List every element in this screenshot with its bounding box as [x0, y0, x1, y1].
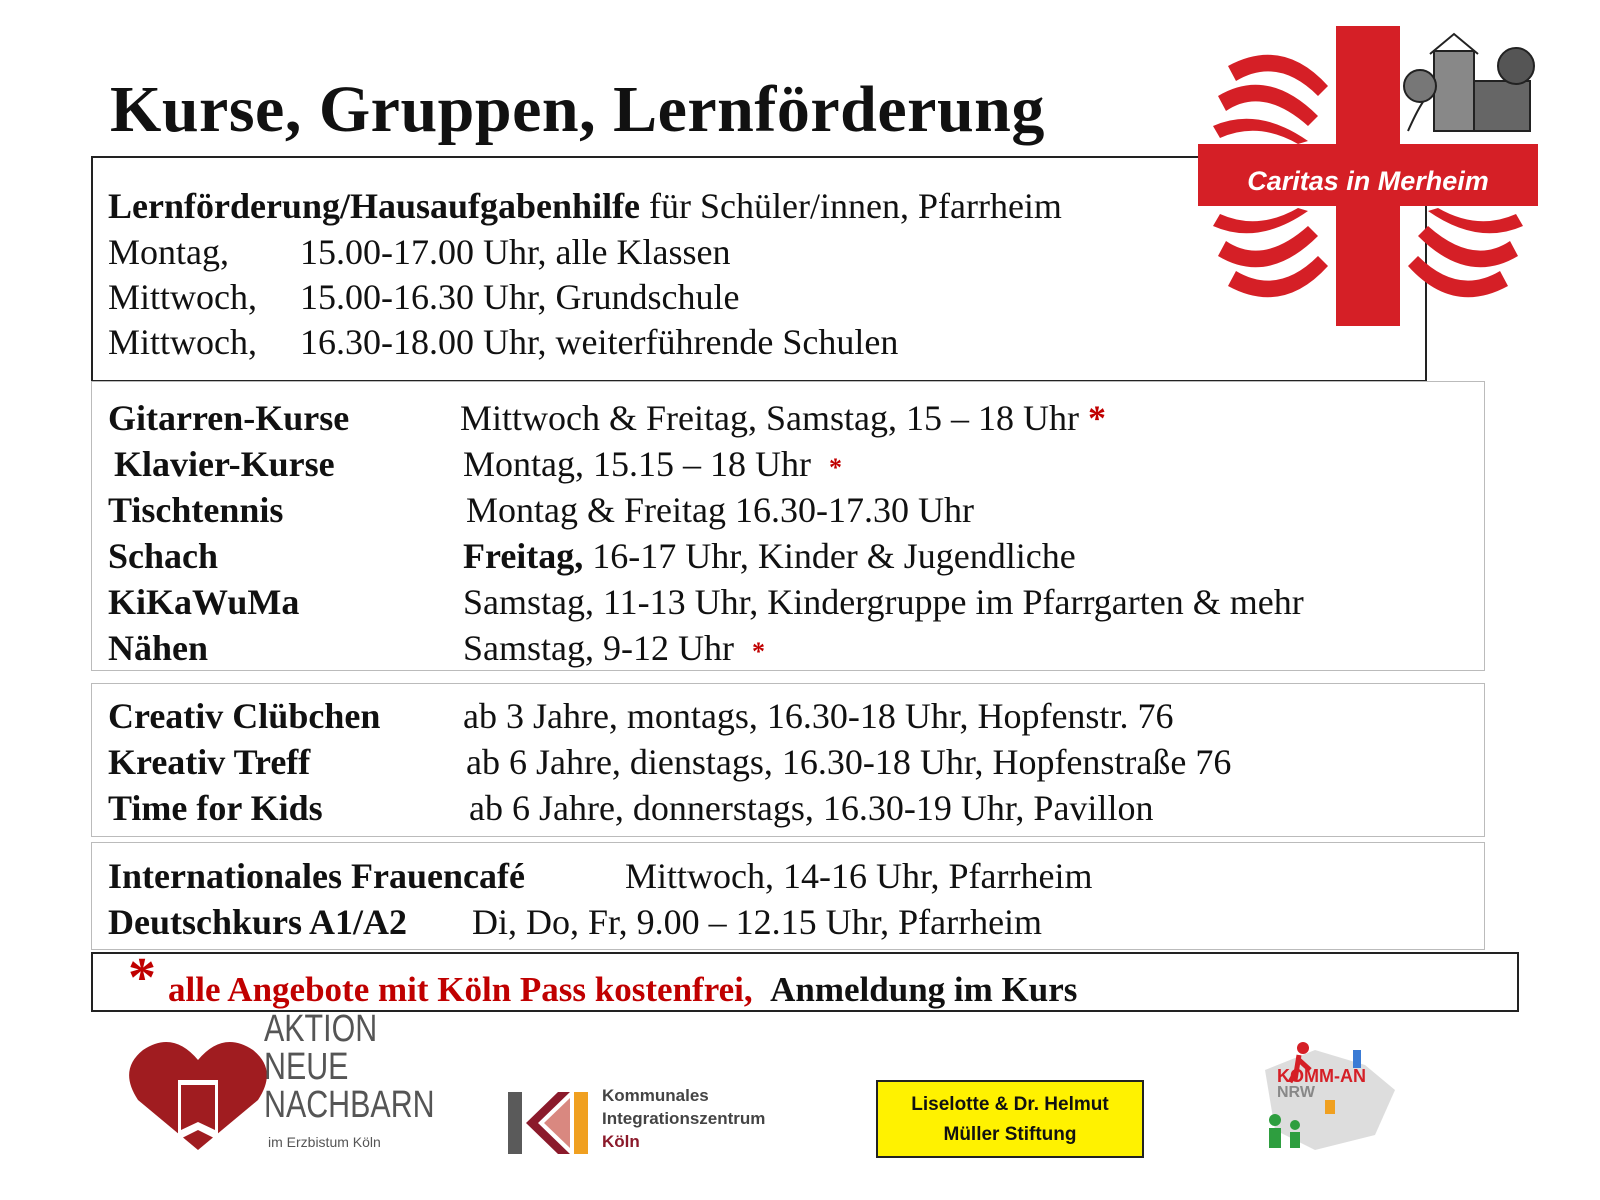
footnote-black-text: Anmeldung im Kurs	[770, 970, 1078, 1009]
aktion-neue-nachbarn-logo	[118, 1008, 435, 1170]
komm-an-text: KOMM-AN	[1277, 1066, 1366, 1086]
ki-line: Kommunales	[602, 1086, 709, 1105]
asterisk-icon: *	[828, 453, 842, 482]
kurs-name: Tischtennis	[108, 490, 284, 530]
kurs-detail	[460, 398, 1106, 438]
lernfoerderung-heading	[108, 186, 1062, 226]
kurs-name: Nähen	[108, 628, 209, 668]
kurs-name: Schach	[108, 536, 219, 576]
lernfoerderung-title: Lernförderung/Hausaufgabenhilfe	[108, 186, 641, 226]
ki-line: Integrationszentrum	[602, 1109, 766, 1128]
kurs-name: Gitarren-Kurse	[108, 398, 350, 438]
kurs-detail-text: Montag, 15.15 – 18 Uhr	[463, 444, 811, 484]
kurs-detail	[466, 490, 974, 530]
time-detail: 15.00-16.30 Uhr, Grundschule	[300, 277, 740, 317]
kurs-name: KiKaWuMa	[108, 582, 300, 622]
ki-koeln-logo	[508, 1086, 828, 1160]
asterisk-icon: *	[751, 637, 765, 666]
kurs-detail-text: Samstag, 9-12 Uhr	[463, 628, 734, 668]
gruppe-detail: ab 6 Jahre, donnerstags, 16.30-19 Uhr, Pavillon	[469, 788, 1154, 828]
gruppe-name: Kreativ Treff	[108, 742, 311, 782]
komm-an-sub: NRW	[1277, 1084, 1315, 1101]
gruppe-detail: ab 3 Jahre, montags, 16.30-18 Uhr, Hopfenstr. 76	[463, 696, 1174, 736]
footnote-red-text: alle Angebote mit Köln Pass kostenfrei,	[168, 970, 753, 1009]
stiftung-line: Liselotte & Dr. Helmut	[911, 1094, 1109, 1115]
kurs-detail-text: 16-17 Uhr, Kinder & Jugendliche	[583, 536, 1076, 576]
aktion-line: NACHBARN	[264, 1084, 435, 1126]
lernfoerderung-row	[108, 277, 257, 317]
stiftung-logo	[876, 1080, 1144, 1158]
gruppe-detail: ab 6 Jahre, dienstags, 16.30-18 Uhr, Hopfenstraße 76	[466, 742, 1232, 782]
lernfoerderung-row	[108, 322, 257, 362]
footnote-asterisk-icon: *	[128, 947, 156, 1009]
lernfoerderung-row	[108, 232, 229, 272]
gruppe-detail: Di, Do, Fr, 9.00 – 12.15 Uhr, Pfarrheim	[472, 902, 1043, 942]
ki-line: Köln	[602, 1132, 640, 1151]
aktion-line: AKTION	[264, 1008, 378, 1050]
day-label: Montag,	[108, 232, 229, 272]
time-detail: 16.30-18.00 Uhr, weiterführende Schulen	[300, 322, 899, 362]
lernfoerderung-row-detail	[300, 277, 740, 317]
kurs-detail-text: Mittwoch & Freitag, Samstag, 15 – 18 Uhr	[460, 398, 1079, 438]
gruppe-name: Creativ Clübchen	[108, 696, 381, 736]
kurs-name: Klavier-Kurse	[114, 444, 335, 484]
lernfoerderung-row-detail	[300, 232, 730, 272]
lernfoerderung-row-detail	[300, 322, 898, 362]
time-detail: 15.00-17.00 Uhr, alle Klassen	[300, 232, 731, 272]
caritas-logo-text: Caritas in Merheim	[1247, 166, 1489, 196]
day-label: Mittwoch,	[108, 277, 257, 317]
kurs-detail	[463, 628, 765, 672]
gruppe-name: Internationales Frauencafé	[108, 856, 525, 896]
kurs-detail	[463, 444, 842, 488]
komm-an-nrw-logo	[1255, 1040, 1405, 1160]
day-label: Mittwoch,	[108, 322, 257, 362]
kurs-detail	[463, 582, 1304, 622]
stiftung-line: Müller Stiftung	[943, 1124, 1077, 1145]
kurs-detail	[463, 536, 1076, 576]
aktion-sub: im Erzbistum Köln	[268, 1134, 381, 1150]
kurs-detail-day: Freitag,	[463, 536, 584, 576]
kurs-detail-text: Montag & Freitag 16.30-17.30 Uhr	[466, 490, 974, 530]
caritas-logo	[1198, 26, 1538, 326]
aktion-line: NEUE	[264, 1046, 349, 1088]
gruppe-detail: Mittwoch, 14-16 Uhr, Pfarrheim	[625, 856, 1093, 896]
kurs-detail-text: Samstag, 11-13 Uhr, Kindergruppe im Pfarrgarten & mehr	[463, 582, 1304, 622]
gruppe-name: Time for Kids	[108, 788, 323, 828]
gruppe-name: Deutschkurs A1/A2	[108, 902, 408, 942]
asterisk-icon: *	[1087, 398, 1106, 438]
footnote-text	[168, 970, 1077, 1010]
lernfoerderung-subtitle: für Schüler/innen, Pfarrheim	[640, 186, 1062, 226]
page-title: Kurse, Gruppen, Lernförderung	[110, 73, 1045, 146]
